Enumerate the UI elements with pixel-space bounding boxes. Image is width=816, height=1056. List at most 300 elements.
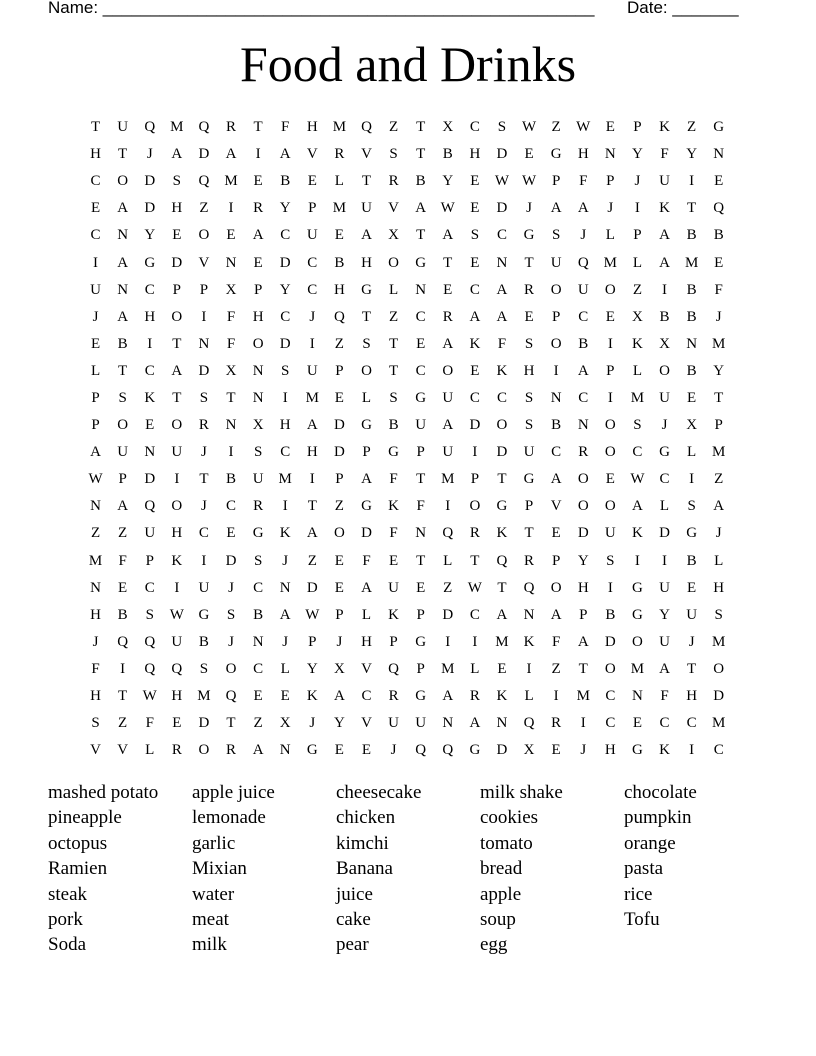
- grid-letter: S: [389, 146, 398, 163]
- grid-letter: Q: [442, 742, 454, 759]
- word-list-item: mashed potato: [48, 782, 159, 803]
- grid-letter: D: [279, 254, 291, 271]
- grid-letter: S: [606, 552, 615, 569]
- grid-letter: I: [120, 660, 126, 677]
- page-title: Food and Drinks: [239, 36, 577, 92]
- grid-letter: B: [334, 254, 345, 271]
- grid-letter: A: [550, 471, 562, 488]
- grid-letter: P: [335, 471, 344, 488]
- grid-letter: C: [496, 389, 507, 406]
- grid-letter: A: [306, 417, 318, 434]
- grid-letter: Q: [144, 633, 156, 650]
- grid-letter: M: [278, 471, 292, 488]
- grid-letter: T: [416, 552, 426, 569]
- grid-letter: J: [661, 417, 668, 434]
- grid-letter: V: [117, 742, 129, 759]
- grid-letter: U: [604, 525, 616, 542]
- grid-letter: E: [632, 715, 642, 732]
- grid-letter: G: [469, 742, 481, 759]
- grid-letter: J: [526, 200, 532, 217]
- grid-letter: Z: [714, 471, 724, 488]
- grid-letter: G: [306, 742, 318, 759]
- grid-letter: D: [496, 742, 508, 759]
- word-list: [48, 780, 768, 958]
- grid-letter: G: [388, 444, 399, 461]
- grid-letter: B: [686, 362, 697, 379]
- grid-letter: P: [606, 362, 615, 379]
- grid-letter: K: [632, 525, 643, 542]
- grid-letter: S: [524, 389, 534, 406]
- grid-letter: T: [416, 227, 426, 244]
- grid-letter: L: [334, 173, 344, 190]
- grid-letter: O: [550, 335, 562, 352]
- grid-letter: G: [550, 146, 562, 163]
- grid-letter: G: [415, 633, 427, 650]
- grid-letter: H: [90, 688, 101, 705]
- grid-letter: I: [634, 200, 640, 217]
- grid-letter: T: [578, 660, 588, 677]
- grid-letter: W: [169, 606, 184, 623]
- grid-letter: I: [472, 633, 478, 650]
- grid-letter: O: [469, 498, 481, 515]
- grid-letter: P: [118, 471, 127, 488]
- word-list-item: water: [192, 883, 235, 905]
- grid-letter: W: [467, 579, 482, 596]
- grid-letter: D: [225, 552, 237, 569]
- grid-letter: S: [253, 552, 263, 569]
- grid-letter: A: [442, 227, 454, 244]
- grid-letter: C: [361, 688, 372, 705]
- grid-letter: P: [308, 200, 317, 217]
- grid-letter: D: [333, 417, 345, 434]
- grid-letter: A: [117, 308, 129, 325]
- grid-letter: A: [361, 471, 372, 488]
- grid-letter: K: [523, 633, 535, 650]
- grid-letter: I: [553, 688, 559, 705]
- grid-letter: O: [604, 660, 616, 677]
- grid-letter: V: [361, 660, 372, 677]
- grid-letter: T: [226, 715, 236, 732]
- word-list-item: Soda: [48, 934, 86, 956]
- grid-letter: X: [252, 417, 264, 434]
- grid-letter: V: [361, 715, 372, 732]
- grid-letter: L: [90, 362, 101, 379]
- grid-letter: W: [305, 606, 320, 623]
- grid-letter: O: [333, 525, 345, 542]
- word-list-item: cheesecake: [336, 782, 422, 803]
- word-list-item: pasta: [624, 858, 664, 880]
- grid-letter: R: [334, 146, 345, 163]
- grid-letter: I: [147, 335, 153, 352]
- grid-letter: M: [197, 688, 211, 705]
- grid-letter: C: [415, 362, 426, 379]
- grid-letter: B: [388, 417, 399, 434]
- grid-letter: F: [362, 552, 371, 569]
- grid-letter: J: [715, 308, 722, 325]
- grid-letter: J: [336, 633, 343, 650]
- grid-letter: T: [361, 173, 372, 190]
- grid-letter: N: [279, 579, 291, 596]
- grid-letter: C: [280, 444, 291, 461]
- grid-letter: T: [118, 146, 128, 163]
- grid-letter: I: [689, 742, 695, 759]
- grid-letter: R: [524, 281, 535, 298]
- grid-letter: Q: [171, 660, 183, 677]
- grid-letter: U: [171, 633, 183, 650]
- grid-letter: T: [118, 362, 128, 379]
- grid-letter: Z: [687, 119, 697, 136]
- grid-letter: E: [253, 173, 263, 190]
- letter-grid: [82, 114, 732, 764]
- grid-letter: G: [198, 606, 210, 623]
- grid-letter: F: [579, 173, 588, 190]
- grid-letter: C: [578, 389, 589, 406]
- grid-letter: E: [497, 660, 507, 677]
- grid-letter: O: [171, 417, 183, 434]
- grid-letter: H: [279, 417, 291, 434]
- grid-letter: C: [469, 606, 480, 623]
- grid-letter: A: [306, 525, 318, 542]
- grid-letter: J: [201, 498, 207, 515]
- word-list-item: apple juice: [192, 782, 275, 803]
- grid-letter: L: [145, 742, 155, 759]
- grid-letter: A: [577, 200, 589, 217]
- grid-letter: C: [90, 173, 101, 190]
- grid-letter: O: [198, 742, 210, 759]
- grid-letter: X: [686, 417, 698, 434]
- grid-letter: N: [198, 335, 210, 352]
- word-list-item: milk shake: [480, 782, 563, 803]
- grid-letter: H: [469, 146, 481, 163]
- grid-letter: H: [252, 308, 264, 325]
- grid-letter: R: [469, 525, 480, 542]
- grid-letter: C: [226, 498, 237, 515]
- grid-letter: O: [117, 173, 129, 190]
- grid-letter: T: [388, 362, 399, 379]
- grid-letter: O: [632, 633, 643, 650]
- grid-letter: E: [687, 389, 697, 406]
- grid-letter: U: [388, 579, 399, 596]
- grid-letter: N: [604, 146, 616, 163]
- word-list-item: soup: [480, 908, 516, 930]
- grid-letter: U: [117, 444, 129, 461]
- grid-letter: O: [388, 254, 399, 271]
- grid-letter: D: [144, 200, 156, 217]
- grid-letter: A: [659, 227, 670, 244]
- grid-letter: N: [415, 525, 427, 542]
- grid-letter: Y: [713, 362, 725, 379]
- grid-letter: K: [496, 688, 508, 705]
- grid-letter: F: [91, 660, 100, 677]
- grid-letter: F: [660, 146, 669, 163]
- grid-letter: B: [686, 227, 697, 244]
- grid-letter: E: [443, 281, 453, 298]
- grid-letter: H: [604, 742, 616, 759]
- grid-letter: A: [279, 606, 291, 623]
- grid-letter: E: [334, 579, 344, 596]
- grid-letter: P: [416, 660, 425, 677]
- grid-letter: C: [713, 742, 724, 759]
- grid-letter: U: [577, 281, 589, 298]
- grid-letter: E: [416, 579, 426, 596]
- grid-letter: S: [253, 444, 263, 461]
- grid-letter: S: [497, 119, 507, 136]
- grid-letter: P: [606, 173, 615, 190]
- grid-letter: A: [550, 200, 562, 217]
- grid-letter: C: [659, 471, 670, 488]
- grid-letter: O: [117, 417, 129, 434]
- grid-letter: B: [686, 552, 697, 569]
- grid-letter: M: [332, 119, 347, 136]
- grid-letter: P: [551, 173, 561, 190]
- grid-letter: D: [198, 146, 210, 163]
- grid-letter: N: [252, 362, 264, 379]
- word-list-item: kimchi: [336, 832, 389, 854]
- grid-letter: C: [144, 362, 155, 379]
- grid-letter: X: [279, 715, 291, 732]
- grid-letter: N: [496, 254, 508, 271]
- grid-letter: F: [226, 308, 236, 325]
- grid-letter: E: [605, 308, 615, 325]
- grid-letter: C: [198, 525, 209, 542]
- grid-letter: G: [361, 417, 372, 434]
- grid-letter: A: [171, 146, 183, 163]
- grid-letter: V: [388, 200, 399, 217]
- grid-letter: P: [91, 417, 100, 434]
- grid-letter: Y: [144, 227, 156, 244]
- grid-letter: P: [362, 444, 371, 461]
- grid-letter: Z: [551, 660, 561, 677]
- grid-letter: P: [145, 552, 154, 569]
- grid-letter: G: [523, 227, 535, 244]
- grid-letter: E: [524, 146, 534, 163]
- grid-letter: T: [90, 119, 101, 136]
- grid-letter: R: [442, 308, 453, 325]
- word-list-item: pumpkin: [624, 807, 692, 829]
- grid-letter: A: [279, 146, 291, 163]
- grid-letter: S: [91, 715, 100, 732]
- grid-letter: J: [228, 579, 234, 596]
- grid-letter: T: [524, 254, 534, 271]
- grid-letter: U: [198, 579, 210, 596]
- grid-letter: A: [361, 579, 372, 596]
- word-list-item: Mixian: [192, 858, 247, 880]
- grid-letter: Q: [225, 688, 237, 705]
- grid-letter: L: [280, 660, 290, 677]
- grid-letter: N: [90, 579, 101, 596]
- grid-letter: Z: [334, 335, 344, 352]
- grid-letter: C: [253, 579, 264, 596]
- grid-letter: E: [714, 173, 724, 190]
- grid-letter: J: [580, 742, 587, 759]
- grid-letter: M: [305, 389, 319, 406]
- grid-letter: I: [607, 335, 613, 352]
- grid-letter: F: [118, 552, 127, 569]
- grid-letter: G: [252, 525, 264, 542]
- grid-letter: C: [415, 308, 426, 325]
- grid-letter: Z: [90, 525, 101, 542]
- grid-letter: Z: [632, 281, 642, 298]
- word-list-item: milk: [192, 934, 227, 956]
- grid-letter: Q: [577, 254, 589, 271]
- grid-letter: O: [550, 281, 562, 298]
- grid-letter: D: [713, 688, 725, 705]
- grid-letter: M: [630, 389, 645, 406]
- grid-letter: S: [714, 606, 723, 623]
- grid-letter: A: [90, 444, 101, 461]
- grid-letter: O: [604, 498, 616, 515]
- grid-letter: M: [88, 552, 103, 569]
- grid-letter: S: [281, 362, 290, 379]
- grid-letter: R: [388, 688, 399, 705]
- grid-letter: C: [496, 227, 507, 244]
- grid-letter: D: [496, 444, 508, 461]
- grid-letter: Z: [443, 579, 453, 596]
- grid-letter: I: [228, 444, 234, 461]
- word-list-item: meat: [192, 908, 229, 930]
- grid-letter: U: [659, 389, 670, 406]
- grid-letter: C: [307, 254, 318, 271]
- word-list-item: bread: [480, 858, 523, 880]
- grid-letter: X: [388, 227, 399, 244]
- grid-letter: X: [632, 308, 643, 325]
- grid-letter: F: [416, 498, 425, 515]
- grid-letter: U: [659, 579, 670, 596]
- grid-letter: E: [416, 335, 426, 352]
- grid-letter: R: [551, 715, 562, 732]
- grid-letter: J: [146, 146, 153, 163]
- grid-letter: K: [496, 525, 508, 542]
- grid-letter: L: [659, 498, 670, 515]
- grid-letter: A: [632, 498, 643, 515]
- grid-letter: C: [144, 281, 155, 298]
- grid-letter: U: [361, 200, 372, 217]
- grid-letter: I: [526, 660, 532, 677]
- grid-letter: I: [689, 173, 695, 190]
- grid-letter: H: [171, 525, 183, 542]
- grid-letter: T: [118, 688, 128, 705]
- grid-letter: G: [632, 579, 643, 596]
- grid-letter: P: [470, 471, 480, 488]
- grid-letter: Z: [388, 308, 399, 325]
- grid-letter: X: [523, 742, 535, 759]
- word-list-item: cake: [336, 908, 371, 930]
- grid-letter: P: [714, 417, 723, 434]
- grid-letter: E: [145, 417, 155, 434]
- grid-letter: E: [551, 525, 561, 542]
- grid-letter: U: [442, 444, 454, 461]
- grid-letter: S: [118, 389, 127, 406]
- grid-letter: Q: [144, 498, 156, 515]
- grid-letter: O: [659, 362, 670, 379]
- grid-letter: K: [279, 525, 291, 542]
- grid-letter: I: [309, 335, 315, 352]
- grid-letter: U: [415, 417, 427, 434]
- grid-letter: J: [580, 227, 587, 244]
- grid-letter: A: [117, 254, 129, 271]
- grid-letter: Q: [144, 119, 156, 136]
- grid-letter: H: [90, 146, 101, 163]
- grid-letter: M: [170, 119, 184, 136]
- grid-letter: X: [225, 362, 237, 379]
- grid-letter: H: [577, 146, 589, 163]
- grid-letter: U: [306, 362, 318, 379]
- grid-letter: V: [198, 254, 210, 271]
- grid-letter: S: [199, 389, 209, 406]
- grid-letter: T: [687, 660, 697, 677]
- grid-letter: G: [713, 119, 725, 136]
- grid-letter: J: [92, 633, 99, 650]
- header-fields: [48, 0, 816, 20]
- word-list-item: apple: [480, 883, 522, 905]
- grid-letter: B: [659, 308, 670, 325]
- grid-letter: N: [144, 444, 156, 461]
- grid-letter: B: [578, 335, 589, 352]
- grid-letter: A: [252, 742, 264, 759]
- grid-letter: A: [577, 633, 589, 650]
- grid-letter: T: [497, 471, 507, 488]
- grid-letter: D: [442, 606, 454, 623]
- grid-letter: W: [521, 119, 537, 136]
- grid-letter: T: [361, 308, 372, 325]
- grid-letter: F: [551, 633, 561, 650]
- grid-letter: J: [390, 742, 397, 759]
- grid-letter: Q: [198, 173, 210, 190]
- grid-letter: P: [524, 498, 534, 515]
- grid-letter: A: [333, 688, 345, 705]
- grid-letter: E: [226, 525, 236, 542]
- grid-letter: C: [307, 281, 318, 298]
- grid-letter: T: [443, 254, 453, 271]
- grid-letter: I: [445, 498, 451, 515]
- grid-letter: I: [445, 633, 451, 650]
- word-list-item: Banana: [336, 858, 393, 880]
- grid-letter: S: [524, 335, 534, 352]
- grid-letter: K: [469, 335, 481, 352]
- grid-letter: K: [496, 362, 508, 379]
- grid-letter: N: [632, 688, 643, 705]
- grid-letter: M: [630, 660, 645, 677]
- grid-letter: E: [388, 552, 399, 569]
- grid-letter: N: [252, 389, 264, 406]
- grid-letter: U: [523, 444, 535, 461]
- grid-letter: M: [441, 471, 455, 488]
- grid-letter: D: [361, 525, 372, 542]
- grid-letter: R: [388, 173, 399, 190]
- grid-letter: U: [659, 173, 670, 190]
- word-list-item: lemonade: [192, 807, 266, 829]
- grid-letter: Q: [388, 660, 399, 677]
- grid-letter: D: [333, 444, 345, 461]
- grid-letter: Z: [253, 715, 263, 732]
- grid-letter: O: [577, 498, 589, 515]
- grid-letter: N: [713, 146, 725, 163]
- grid-letter: K: [144, 389, 156, 406]
- grid-letter: B: [551, 417, 562, 434]
- grid-letter: E: [470, 362, 480, 379]
- grid-letter: E: [524, 308, 534, 325]
- grid-letter: H: [144, 308, 156, 325]
- grid-letter: U: [388, 715, 399, 732]
- word-list-item: tomato: [480, 832, 533, 854]
- grid-letter: M: [712, 633, 726, 650]
- grid-letter: B: [442, 146, 453, 163]
- grid-letter: E: [118, 579, 128, 596]
- grid-letter: N: [577, 417, 589, 434]
- word-list-item: chocolate: [624, 782, 697, 803]
- grid-letter: Q: [442, 525, 454, 542]
- grid-letter: X: [225, 281, 237, 298]
